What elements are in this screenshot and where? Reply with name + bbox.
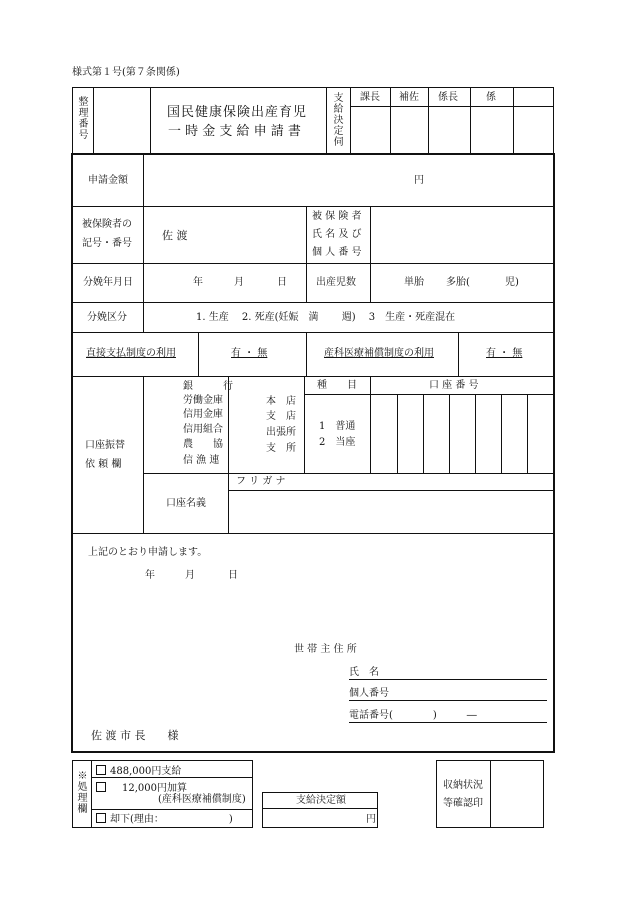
insured-label-1: 被保険者の: [82, 219, 132, 230]
insured-label-2: 記号・番号: [82, 238, 132, 249]
application-day-unit: 日: [228, 570, 238, 581]
account-kind-ordinary[interactable]: 1 普通: [319, 421, 356, 432]
checkbox-icon[interactable]: [96, 782, 106, 792]
option-add-12000-text: 12,000円加算: [122, 783, 187, 794]
receipt-label-2: 等確認印: [443, 798, 483, 809]
birth-day-unit: 日: [277, 277, 287, 288]
addressee: 佐 渡 市 長 様: [91, 729, 179, 742]
direct-payment-choice[interactable]: 有 ・ 無: [231, 348, 268, 359]
insured-number-prefix[interactable]: 佐 渡: [162, 229, 188, 242]
insured-name-input[interactable]: [374, 210, 550, 260]
inst-labor-bank[interactable]: 労働金庫: [183, 395, 223, 406]
decision-amount-unit: 円: [366, 814, 376, 825]
compensation-choice[interactable]: 有 ・ 無: [486, 348, 523, 359]
application-month-unit: 月: [185, 570, 195, 581]
form-title-line1: 国民健康保険出産育児: [167, 105, 308, 120]
checkbox-icon[interactable]: [96, 765, 106, 775]
form-reference: 様式第１号(第７条関係): [72, 67, 180, 78]
branch-office[interactable]: 出張所: [266, 427, 296, 438]
birth-category-label: 分娩区分: [87, 312, 127, 323]
householder-address-label: 世 帯 主 住 所: [294, 644, 357, 655]
decision-amount-label: 支給決定額: [296, 795, 346, 806]
approval-hosa: 補佐: [399, 92, 419, 103]
insured-name-label-1: 被 保 険 者: [312, 211, 362, 222]
branch-sub[interactable]: 支 所: [266, 443, 296, 454]
account-holder-label: 口座名義: [166, 498, 206, 509]
birth-month-unit: 月: [234, 277, 244, 288]
birth-date-label: 分娩年月日: [83, 277, 133, 288]
birth-category-options[interactable]: 1. 生産 2. 死産(妊娠 満 週) 3 生産・死産混在: [196, 312, 456, 323]
furigana-label: フ リ ガ ナ: [236, 476, 286, 487]
checkbox-icon[interactable]: [96, 813, 106, 823]
single-birth-option[interactable]: 単胎: [404, 277, 424, 288]
account-kind-current[interactable]: 2 当座: [319, 437, 356, 448]
child-unit: 児): [505, 277, 519, 288]
direct-payment-label: 直接支払制度の利用: [86, 348, 176, 359]
birth-year-unit: 年: [193, 277, 203, 288]
approval-kakari: 係: [486, 92, 496, 103]
option-add-note: (産科医療補償制度): [158, 794, 246, 805]
option-pay-488000[interactable]: [96, 765, 181, 777]
application-statement: 上記のとおり申請します。: [88, 547, 208, 558]
compensation-label: 産科医療補償制度の利用: [324, 348, 434, 359]
personal-number-label: 個人番号: [349, 688, 389, 699]
account-number-label: 口 座 番 号: [429, 380, 479, 391]
children-count-label: 出産児数: [316, 277, 356, 288]
account-holder-input[interactable]: [232, 493, 550, 529]
amount-unit: 円: [414, 175, 424, 186]
inst-shinkin[interactable]: 信用金庫: [183, 409, 223, 420]
application-year-unit: 年: [145, 570, 155, 581]
decision-label: 支給決定伺: [331, 92, 342, 147]
branch-branch[interactable]: 支 店: [266, 411, 296, 422]
inst-nokyo[interactable]: 農 協: [183, 439, 223, 450]
receipt-label-1: 収納状況: [443, 780, 483, 791]
insured-name-label-3: 個 人 番 号: [312, 247, 362, 258]
option-reject[interactable]: [96, 813, 233, 825]
amount-label: 申請金額: [88, 175, 128, 186]
account-kind-label: 種 目: [317, 380, 357, 391]
approval-kacho: 課長: [360, 92, 380, 103]
option-add-12000[interactable]: [96, 782, 187, 794]
inst-credit-union[interactable]: 信用組合: [183, 424, 223, 435]
phone-number-label: 電話番号( ) ―: [349, 710, 477, 721]
approval-kakaricho: 係長: [438, 92, 458, 103]
branch-main[interactable]: 本 店: [266, 396, 296, 407]
option-pay-488000-text: 488,000円支給: [110, 766, 182, 777]
seiri-bango-label: 整理番号: [76, 96, 87, 140]
amount-input[interactable]: [150, 160, 400, 200]
processing-label: ※処理欄: [75, 770, 86, 814]
multiple-birth-option[interactable]: 多胎(: [446, 277, 470, 288]
inst-shingyoren[interactable]: 信 漁 連: [183, 455, 220, 466]
header-block: [72, 87, 554, 154]
bank-section-label-2: 依 頼 欄: [85, 459, 122, 470]
insured-name-label-2: 氏 名 及 び: [312, 229, 362, 240]
bank-section-label-1: 口座振替: [85, 440, 125, 451]
inst-bank[interactable]: 銀 行: [183, 381, 233, 392]
householder-name-label: 氏 名: [349, 667, 379, 678]
form-title-line2: 一 時 金 支 給 申 請 書: [168, 124, 301, 139]
option-reject-text: 却下(理由： ): [110, 814, 233, 825]
